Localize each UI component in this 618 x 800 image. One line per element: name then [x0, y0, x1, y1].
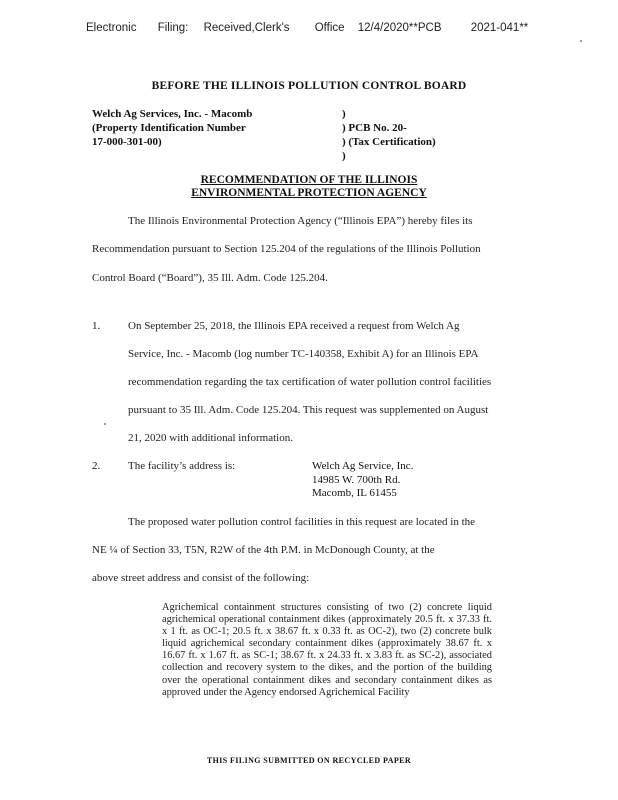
header-received: Received,Clerk's [203, 22, 290, 34]
caption-left-line: Welch Ag Services, Inc. - Macomb [92, 108, 253, 120]
caption-right-line: ) (Tax Certification) [342, 136, 436, 148]
item2-line: The proposed water pollution control facilities in this request are located in the [128, 516, 476, 528]
caption-right-line: ) PCB No. 20- [342, 122, 407, 134]
document-title: BEFORE THE ILLINOIS POLLUTION CONTROL BOARD [151, 80, 467, 92]
caption-left-line: (Property Identification Number [92, 122, 246, 134]
item1-line: 21, 2020 with additional information. [128, 432, 293, 444]
item2-label: The facility’s address is: [128, 460, 236, 472]
address-line: 14985 W. 700th Rd. [312, 473, 401, 486]
rec-heading-line: RECOMMENDATION OF THE ILLINOIS [200, 174, 418, 186]
item1-line: pursuant to 35 Ill. Adm. Code 125.204. This request was supplemented on August [128, 404, 489, 416]
item1-line: On September 25, 2018, the Illinois EPA received a request from Welch Ag [128, 320, 460, 332]
item1-line: recommendation regarding the tax certification of water pollution control facilities [128, 376, 492, 388]
header-filing: Filing: [157, 22, 189, 34]
item-number: 1. [92, 320, 101, 332]
item2-line: NE ¼ of Section 33, T5N, R2W of the 4th P.M. in McDonough County, at the [92, 544, 435, 556]
item-number: 2. [92, 460, 101, 472]
intro-line: The Illinois Environmental Protection Agency (“Illinois EPA”) hereby files its [128, 215, 473, 227]
caption-right-line: ) [342, 108, 346, 120]
caption-left-line: 17-000-301-00) [92, 136, 162, 148]
recycled-paper-footer: THIS FILING SUBMITTED ON RECYCLED PAPER [206, 756, 412, 765]
header-date: 12/4/2020**PCB [357, 22, 442, 34]
item2-line: above street address and consist of the following: [92, 572, 310, 584]
address-line: Welch Ag Service, Inc. [312, 460, 414, 472]
caption-case [342, 107, 436, 163]
facility-description: Agrichemical containment structures consisting of two (2) concrete liquid agrichemical operational containment dikes (approximately 20.5 ft. x 37.33 ft. x 1 ft. as OC-1; 20.5 ft. x 38.67 ft. x 0.33 ft. as OC-2), two (2) concrete bulk liquid agrichemical secondary containment dikes (approximately 38.67 ft. x 16.67 ft. x 1.67 ft. as SC-1; 38.67 ft. x 24.33 ft. x 3.83 ft. as SC-2), associated collection and recovery system to the dikes, and the portion of the building over the operational containment dikes and secondary containment dikes as approved under the Agency endorsed Agrichemical Facility [162, 602, 492, 698]
recommendation-heading [0, 174, 618, 200]
header-docket: 2021-041** [470, 22, 529, 34]
facility-address [312, 460, 413, 501]
scan-speck [104, 423, 106, 425]
address-line: Macomb, IL 61455 [312, 487, 397, 499]
header-office: Office [314, 22, 345, 34]
intro-line: Recommendation pursuant to Section 125.204 of the regulations of the Illinois Pollution [92, 243, 481, 255]
header-electronic: Electronic [86, 22, 137, 34]
intro-line: Control Board (“Board”), 35 Ill. Adm. Code 125.204. [92, 272, 328, 284]
rec-heading-line: ENVIRONMENTAL PROTECTION AGENCY [191, 187, 427, 199]
caption-right-line: ) [342, 150, 346, 162]
scan-speck [580, 40, 582, 42]
item1-line: Service, Inc. - Macomb (log number TC-140358, Exhibit A) for an Illinois EPA [128, 348, 479, 360]
caption-party [92, 107, 252, 149]
filing-header [86, 22, 528, 34]
